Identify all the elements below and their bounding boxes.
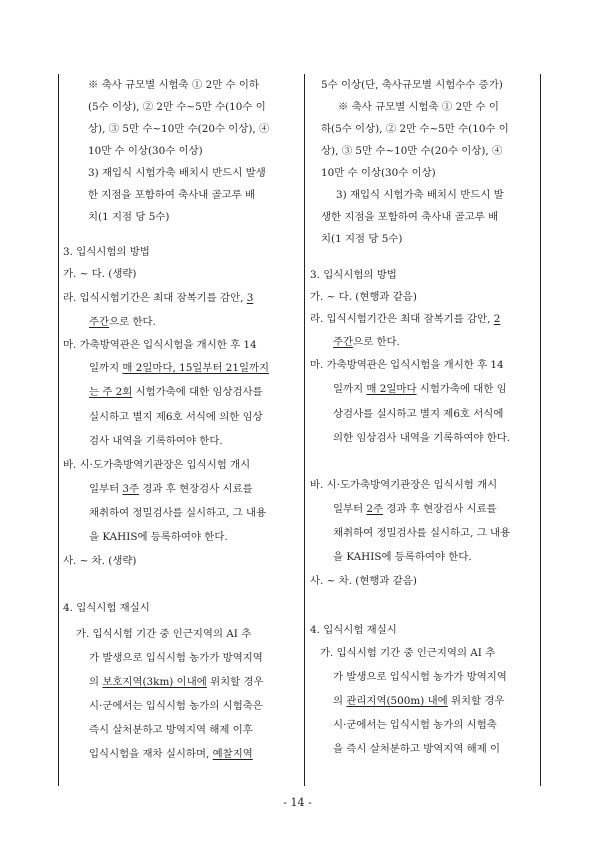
- text-span: 일부터: [333, 503, 367, 515]
- section-4-title: 4. 입식시험 재실시: [310, 624, 397, 636]
- text-line: 상), ③ 5만 수~10만 수(20수 이상), ④: [321, 145, 503, 157]
- text-line: 사. ~ 차. (현행과 같음): [310, 575, 417, 587]
- text-line: 채취하여 정밀검사를 실시하고, 그 내용: [333, 527, 511, 539]
- text-line: [333, 694, 504, 708]
- text-span: 위치할 경우: [447, 695, 505, 707]
- text-span: 으로 한다.: [353, 336, 400, 348]
- text-line: 가. 입식시험 기간 중 인근지역의 AI 추: [320, 647, 496, 659]
- text-line: 마. 가축방역관은 입식시험을 개시한 후 14: [310, 359, 504, 371]
- text-line: 가 발생으로 입식시험 농가가 방역지역: [333, 671, 507, 683]
- text-line: 마. 가축방역관은 입식시험을 개시한 후 14: [63, 339, 257, 351]
- text-line: (5수 이상), ② 2만 수~5만 수(10수 이: [88, 101, 266, 113]
- text-line: 실시하고 별지 제6호 서식에 의한 임상: [89, 411, 263, 423]
- text-span: 의: [333, 695, 347, 707]
- underlined-text: 매 2일마다: [366, 383, 417, 395]
- underlined-text: 2주: [366, 503, 384, 515]
- text-line: 바. 시·도가축방역기관장은 입식시험 개시: [310, 479, 498, 491]
- text-line: 채취하여 정밀검사를 실시하고, 그 내용: [89, 507, 267, 519]
- text-line: 바. 시·도가축방역기관장은 입식시험 개시: [63, 459, 251, 471]
- section-4-title: 4. 입식시험 재실시: [63, 602, 150, 614]
- scale-note: ※ 축사 규모별 시험축 ① 2만 수 이: [338, 101, 499, 113]
- text-line: 시·군에서는 입식시험 농가의 시험축은: [89, 700, 263, 712]
- text-span: 으로 한다.: [109, 316, 156, 328]
- text-line: 가 발생으로 입식시험 농가가 방역지역: [89, 652, 263, 664]
- underlined-text: 주간: [89, 316, 110, 328]
- underlined-text: 2: [493, 313, 501, 325]
- section-3-title: 3. 입식시험의 방법: [63, 246, 150, 258]
- underlined-text: 보호지역(3km) 이내에: [102, 676, 207, 688]
- underlined-text: 주간: [333, 336, 354, 348]
- text-line: [89, 315, 156, 329]
- text-line: 치(1 지점 당 5수): [321, 233, 403, 245]
- text-line: 치(1 지점 당 5수): [88, 211, 170, 223]
- text-line: 상), ③ 5만 수~10만 수(20수 이상), ④: [88, 123, 270, 135]
- text-line: 3) 재입식 시험가축 배치시 반드시 발: [336, 189, 504, 201]
- scale-note: ※ 축사 규모별 시험축 ① 2만 수 이하: [88, 79, 259, 91]
- text-line: 가. ~ 다. (생략): [63, 268, 137, 280]
- underlined-text: 3: [246, 292, 254, 304]
- text-line: [89, 747, 253, 761]
- text-span: 일까지: [333, 383, 367, 395]
- text-line: 의한 임상검사 내역을 기록하여야 한다.: [333, 432, 511, 444]
- text-line: [63, 291, 253, 305]
- text-line: 을 KAHIS에 등록하여야 한다.: [333, 551, 472, 563]
- section-3-title: 3. 입식시험의 방법: [310, 269, 397, 281]
- text-line: 검사 내역을 기록하여야 한다.: [89, 435, 223, 447]
- text-line: 즉시 살처분하고 방역지역 해제 이후: [89, 724, 253, 736]
- text-line: 시·군에서는 입식시험 농가의 시험축: [333, 719, 497, 731]
- text-line: 사. ~ 차. (생략): [63, 555, 137, 567]
- text-line: [333, 502, 497, 516]
- underlined-text: 매 2일마다, 15일부터 21일까지: [122, 362, 270, 374]
- text-line: 을 KAHIS에 등록하여야 한다.: [89, 531, 228, 543]
- text-line: [333, 335, 400, 349]
- text-line: 3) 재입식 시험가축 배치시 반드시 발생: [88, 167, 266, 179]
- text-line: 한 지점을 포함하여 축사내 골고루 배: [88, 189, 256, 201]
- text-line: 가. ~ 다. (현행과 같음): [310, 291, 417, 303]
- text-span: 위치할 경우: [206, 676, 264, 688]
- text-span: 시험가축에 대한 임상검사를: [132, 386, 263, 398]
- underlined-text: 3주: [122, 483, 140, 495]
- text-span: 일까지: [89, 362, 123, 374]
- text-line: 가. 입식시험 기간 중 인근지역의 AI 추: [76, 628, 252, 640]
- column-divider: [304, 74, 305, 786]
- text-line: 상검사를 실시하고 별지 제6호 서식에: [333, 408, 504, 420]
- text-line: [89, 675, 264, 689]
- text-line: [89, 482, 253, 496]
- text-line: 10만 수 이상(30수 이상): [88, 145, 203, 157]
- text-span: 라. 입식시험기간은 최대 잠복기를 감안,: [63, 292, 247, 304]
- text-line: [310, 312, 500, 326]
- underlined-text: 는 주 2회: [89, 386, 133, 398]
- text-line: 생한 지점을 포함하여 축사내 골고루 배: [321, 211, 499, 223]
- text-line: 10만 수 이상(30수 이상): [321, 167, 436, 179]
- text-span: 시험가축에 대한 임: [416, 383, 507, 395]
- text-span: 입식시험을 재차 실시하며,: [89, 748, 213, 760]
- underlined-text: 예찰지역: [212, 748, 253, 760]
- text-span: 라. 입식시험기간은 최대 잠복기를 감안,: [310, 313, 494, 325]
- text-line: [89, 361, 269, 375]
- text-span: 의: [89, 676, 103, 688]
- text-line: 하(5수 이상), ② 2만 수~5만 수(10수 이: [321, 123, 509, 135]
- underlined-text: 관리지역(500m) 내에: [346, 695, 448, 707]
- text-span: 일부터: [89, 483, 123, 495]
- text-span: 경과 후 현장검사 시료를: [139, 483, 253, 495]
- text-span: 경과 후 현장검사 시료를: [383, 503, 497, 515]
- text-line: [333, 382, 507, 396]
- page-number: - 14 -: [283, 796, 312, 809]
- text-line: 을 즉시 살처분하고 방역지역 해제 이: [333, 743, 501, 755]
- text-line: [89, 385, 263, 399]
- text-line: 5수 이상(단, 축사규모별 시험수수 증가): [321, 79, 503, 91]
